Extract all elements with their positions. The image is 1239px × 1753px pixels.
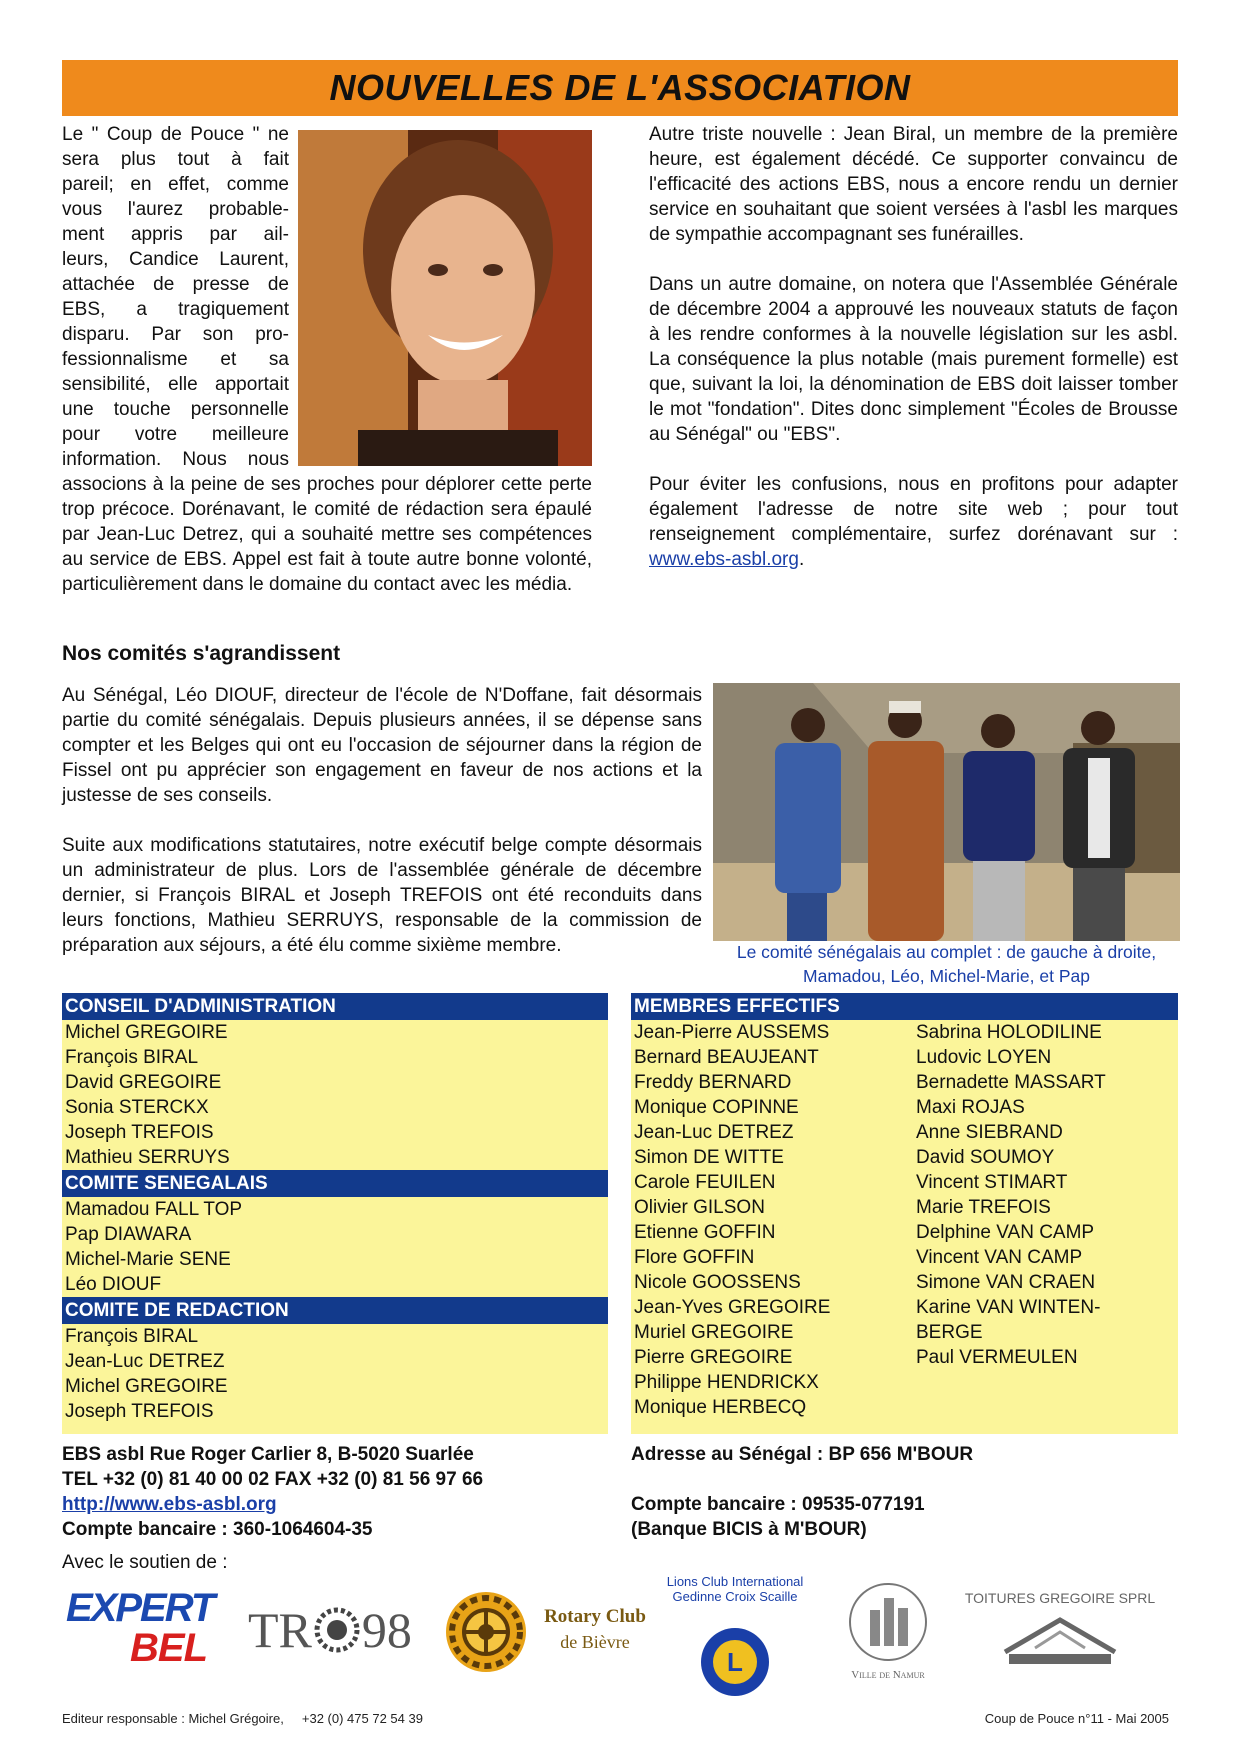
member-name: Simone VAN CRAEN [916, 1272, 1096, 1293]
tr98-left: TR [248, 1602, 312, 1658]
effectifs-col1 [631, 1020, 911, 1420]
member-name: Carole FEUILEN [634, 1172, 776, 1193]
biral-paragraph: Autre triste nouvelle : Jean Biral, un membre de la première heure, est également décédé. Ce supporter convaincu de l'efficacité des actions EBS, nous a encore rendu un dernier service en souhaitant que soient versées à l'asbl les marques de sympathie accompagnant ses funérailles. [649, 124, 1178, 245]
member-name: Anne SIEBRAND [916, 1122, 1063, 1143]
effectifs-box [631, 993, 1178, 1434]
senegal-address-line: Adresse au Sénégal : BP 656 M'BOUR [631, 1444, 974, 1465]
member-name: Jean-Luc DETREZ [65, 1351, 225, 1372]
contact-left [62, 1442, 622, 1542]
intro-line: ment appris par ail- [62, 224, 289, 245]
member-name: Monique COPINNE [634, 1097, 799, 1118]
member-name: Joseph TREFOIS [65, 1401, 214, 1422]
intro-line: attachée de presse de [62, 274, 289, 295]
member-name: Jean-Luc DETREZ [634, 1122, 794, 1143]
member-name: François BIRAL [65, 1047, 199, 1068]
gear-icon [314, 1607, 360, 1653]
website-link[interactable]: www.ebs-asbl.org [649, 549, 799, 570]
namur-name: Ville de Namur [851, 1669, 925, 1681]
conseil-box [62, 993, 608, 1434]
rotary-club-name: Rotary Club [544, 1606, 646, 1627]
member-name: Olivier GILSON [634, 1197, 765, 1218]
website-link-suffix: . [798, 549, 805, 570]
expertbel-logo [66, 1588, 226, 1668]
member-name: Paul VERMEULEN [916, 1347, 1078, 1368]
executif-paragraph: Suite aux modifications statutaires, notre exécutif belge compte désormais un administrateur de plus. Lors de l'assemblée générale de décembre dernier, si François BIRAL et Joseph TREFOIS ont été reconduits dans leurs fonctions, Mathieu SERRUYS, responsable de la commission de préparation aux séjours, a été élu comme sixième membre. [62, 835, 702, 956]
member-name: Joseph TREFOIS [65, 1122, 214, 1143]
intro-line: vous l'aurez probable- [62, 199, 289, 220]
senegal-header: COMITE SENEGALAIS [62, 1170, 608, 1197]
expertbel-line1: EXPERT [66, 1586, 214, 1630]
effectifs-col2 [913, 1020, 1175, 1370]
member-name: Michel GREGOIRE [65, 1022, 228, 1043]
intro-line: leurs, Candice Laurent, [62, 249, 289, 270]
toitures-logo [955, 1590, 1165, 1673]
expertbel-line2: BEL [130, 1626, 207, 1670]
rotary-club-text [540, 1606, 650, 1653]
member-name: Ludovic LOYEN [916, 1047, 1052, 1068]
member-name: Freddy BERNARD [634, 1072, 792, 1093]
member-name: Muriel GREGOIRE [634, 1322, 794, 1343]
member-name: Vincent STIMART [916, 1172, 1068, 1193]
member-name: Nicole GOOSSENS [634, 1272, 801, 1293]
lions-emblem-icon [699, 1626, 771, 1698]
phone-line: TEL +32 (0) 81 40 00 02 FAX +32 (0) 81 56 97 66 [62, 1469, 484, 1490]
footer-issue: Coup de Pouce n°11 - Mai 2005 [984, 1711, 1169, 1726]
website-paragraph [649, 472, 1178, 572]
group-photo-caption: Le comité sénégalais au complet : de gauche à droite, Mamadou, Léo, Michel-Marie, et Pap [736, 942, 1157, 986]
intro-line: sensibilité, elle apportait [62, 374, 289, 395]
senegal-bank-name: (Banque BICIS à M'BOUR) [631, 1519, 867, 1540]
statuts-paragraph: Dans un autre domaine, on notera que l'Assemblée Générale de décembre 2004 a approuvé les nouveaux statuts de façon à les rendre conformes à la nouvelle législation sur les asbl. La conséquence la plus notable (mais purement formelle) est que, suivant la loi, la dénomination de EBS doit laisser tomber le mot "fondation". Dites donc simplement "Écoles de Brousse au Sénégal" ou "EBS". [649, 274, 1178, 445]
page-title: NOUVELLES DE L'ASSOCIATION [329, 67, 911, 108]
roof-icon [995, 1612, 1125, 1668]
intro-line: une touche personnelle [62, 399, 289, 420]
member-name: David SOUMOY [916, 1147, 1055, 1168]
intro-line: pareil; en effet, comme [62, 174, 289, 195]
member-name: Delphine VAN CAMP [916, 1222, 1095, 1243]
member-name: Michel GREGOIRE [65, 1376, 228, 1397]
website-text: Pour éviter les confusions, nous en profitons pour adapter également l'adresse de notre site web ; pour tout renseignement complémentaire, surfez dorénavant sur : [649, 474, 1178, 545]
city-emblem-icon [848, 1580, 928, 1664]
senegal-bank-line: Compte bancaire : 09535-077191 [631, 1494, 925, 1515]
member-name: Maxi ROJAS [916, 1097, 1025, 1118]
member-name: Marie TREFOIS [916, 1197, 1051, 1218]
toitures-name: TOITURES GREGOIRE SPRL [964, 1590, 1156, 1606]
senegal-members [62, 1197, 608, 1297]
rotary-club-sub: de Bièvre [560, 1632, 630, 1652]
lions-letter: L [727, 1647, 743, 1677]
lions-line1: Lions Club International [666, 1574, 804, 1589]
rotary-wheel-logo [444, 1590, 528, 1674]
member-name: Bernadette MASSART [916, 1072, 1106, 1093]
intro-line: disparu. Par son pro- [62, 324, 289, 345]
bank-account-line: Compte bancaire : 360-1064604-35 [62, 1519, 373, 1540]
member-name: Jean-Yves GREGOIRE [634, 1297, 831, 1318]
member-name: Léo DIOUF [65, 1274, 162, 1295]
member-name: Sonia STERCKX [65, 1097, 209, 1118]
redaction-members [62, 1324, 608, 1434]
portrait-photo [298, 130, 592, 466]
lions-line2: Gedinne Croix Scaille [672, 1589, 798, 1604]
conseil-members [62, 1020, 608, 1170]
intro-wrap [62, 122, 289, 472]
member-name: Sabrina HOLODILINE [916, 1022, 1102, 1043]
portrait-illustration [298, 130, 592, 466]
leo-diouf-paragraph: Au Sénégal, Léo DIOUF, directeur de l'école de N'Doffane, fait désormais partie du comité sénégalais. Depuis plusieurs années, il se dépense sans compter et les Belges qui ont eu l'occasion de séjourner dans la région de Fissel ont pu apprécier son engagement en faveur de nos actions et la justesse de ses conseils. [62, 685, 702, 806]
conseil-header: CONSEIL D'ADMINISTRATION [62, 993, 608, 1020]
intro-line: information. Nous nous [62, 449, 289, 470]
member-name: Bernard BEAUJEANT [634, 1047, 819, 1068]
committees-heading: Nos comités s'agrandissent [62, 642, 341, 665]
redaction-header: COMITE DE REDACTION [62, 1297, 608, 1324]
member-name: Etienne GOFFIN [634, 1222, 776, 1243]
member-name: Vincent VAN CAMP [916, 1247, 1083, 1268]
member-name: Pap DIAWARA [65, 1224, 192, 1245]
member-name: David GREGOIRE [65, 1072, 222, 1093]
namur-logo [838, 1580, 938, 1690]
member-name: Michel-Marie SENE [65, 1249, 231, 1270]
member-name: Pierre GREGOIRE [634, 1347, 793, 1368]
member-name: Mamadou FALL TOP [65, 1199, 243, 1220]
ebs-website-link[interactable]: http://www.ebs-asbl.org [62, 1494, 277, 1515]
member-name: Mathieu SERRUYS [65, 1147, 230, 1168]
sponsors-label: Avec le soutien de : [62, 1552, 228, 1573]
member-name: BERGE [916, 1322, 983, 1343]
contact-right [631, 1442, 1178, 1542]
group-illustration [713, 683, 1180, 941]
header-banner [62, 60, 1178, 116]
intro-rest: associons à la peine de ses proches pour déplorer cette perte trop précoce. Dorénavant, le comité de rédaction sera épaulé par Jean-Luc Detrez, qui a souhaité mettre ses compétences au service de EBS. Appel est fait à toute autre bonne volonté, particulièrement dans le domaine du contact avec les média. [62, 474, 592, 595]
lions-club [650, 1574, 820, 1701]
member-name: Simon DE WITTE [634, 1147, 784, 1168]
right-column [649, 122, 1178, 572]
footer-editor: Editeur responsable : Michel Grégoire, +32 (0) 475 72 54 39 [62, 1711, 423, 1726]
rotary-wheel-icon [444, 1590, 528, 1674]
effectifs-header: MEMBRES EFFECTIFS [631, 993, 1178, 1020]
member-name: Monique HERBECQ [634, 1397, 807, 1418]
member-name: François BIRAL [65, 1326, 199, 1347]
member-name: Karine VAN WINTEN- [916, 1297, 1101, 1318]
intro-line: EBS, a tragiquement [62, 299, 289, 320]
intro-line: sera plus tout à fait [62, 149, 289, 170]
intro-line: Le " Coup de Pouce " ne [62, 124, 289, 145]
effectifs-body [631, 1020, 1178, 1434]
tr98-logo [248, 1600, 426, 1660]
member-name: Philippe HENDRICKX [634, 1372, 819, 1393]
tr98-right: 98 [361, 1602, 412, 1658]
intro-line: fessionnalisme et sa [62, 349, 289, 370]
group-photo [713, 683, 1180, 941]
member-name: Flore GOFFIN [634, 1247, 755, 1268]
address-line: EBS asbl Rue Roger Carlier 8, B-5020 Suarlée [62, 1444, 474, 1465]
committees-text [62, 683, 702, 958]
intro-wrapped-lines [62, 122, 289, 472]
member-name: Jean-Pierre AUSSEMS [634, 1022, 830, 1043]
intro-line: pour votre meilleure [62, 424, 289, 445]
